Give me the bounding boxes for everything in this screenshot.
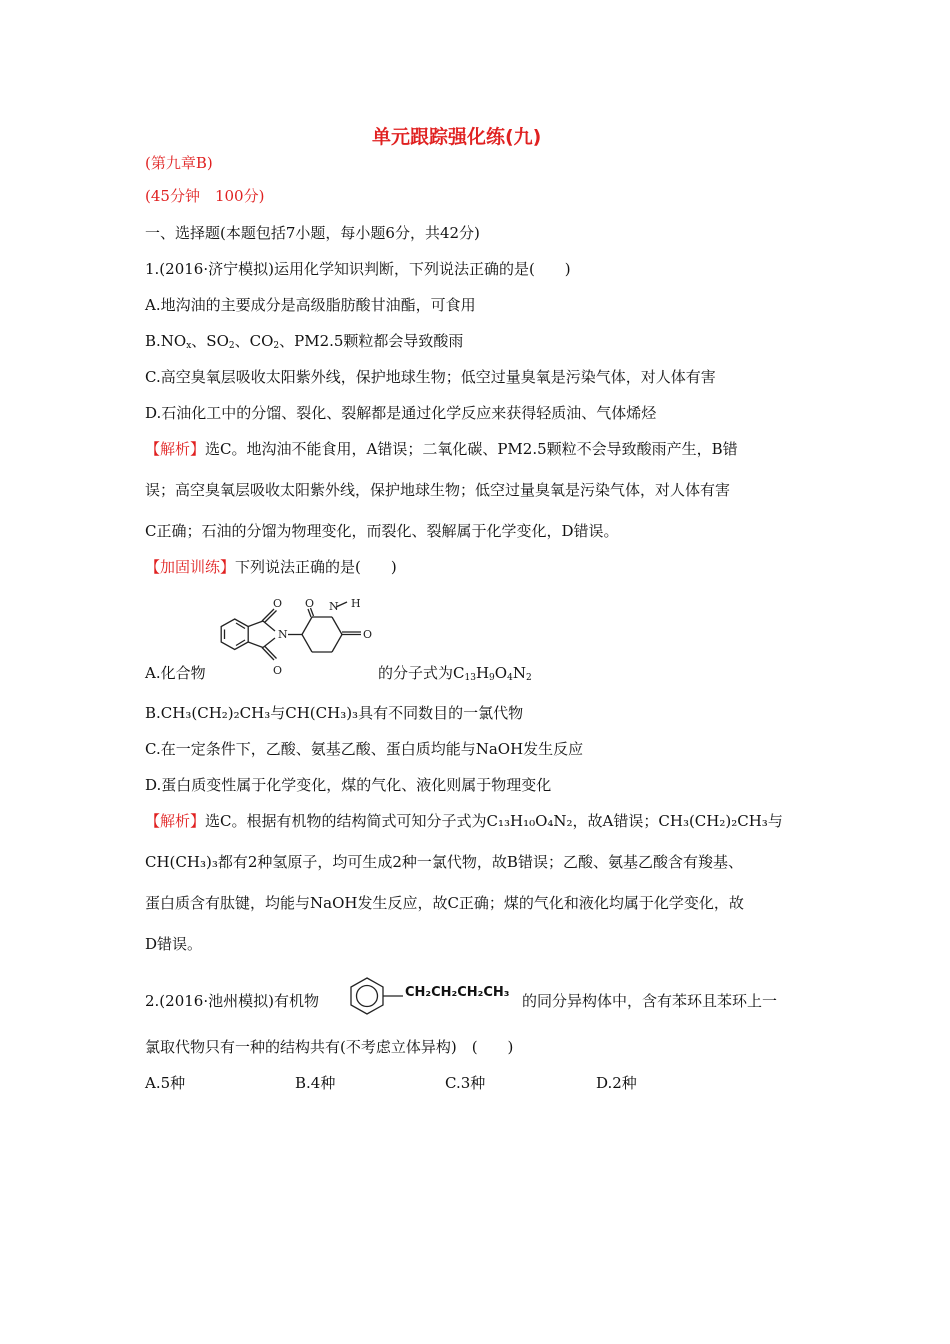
q1-option-d: D.石油化工中的分馏、裂化、裂解都是通过化学反应来获得轻质油、气体烯烃: [145, 404, 657, 422]
atom-o-amide2: O: [363, 628, 373, 641]
q1-option-b: $B.NO_x$、$SO_2$、$CO_2$、PM2.5颗粒都会导致酸雨: [145, 332, 464, 351]
atom-h: H: [351, 597, 361, 610]
q2-option-d: D.2种: [596, 1074, 637, 1092]
q1-option-a: A.地沟油的主要成分是高级脂肪酸甘油酯，可食用: [145, 296, 476, 314]
q1-option-c: C.高空臭氧层吸收太阳紫外线，保护地球生物；低空过量臭氧是污染气体，对人体有害: [145, 368, 716, 386]
atom-o-amide1: O: [305, 597, 315, 610]
extra-analysis-line2: CH(CH₃)₃都有2种氢原子，均可生成2种一氯代物，故B错误；乙酸、氨基乙酸含有羧基、: [145, 853, 743, 871]
q1-analysis-line1: 【解析】选C。地沟油不能食用，A错误；二氧化碳、PM2.5颗粒不会导致酸雨产生，B错: [145, 440, 738, 458]
q2-option-c: C.3种: [445, 1074, 486, 1092]
extra-analysis-line4: D错误。: [145, 935, 203, 953]
atom-o-bottom: O: [273, 664, 283, 677]
extra-option-a-label: A.化合物: [145, 664, 206, 682]
atom-n-amide: N: [329, 600, 339, 613]
q1-analysis-line2: 误；高空臭氧层吸收太阳紫外线，保护地球生物；低空过量臭氧是污染气体，对人体有害: [145, 481, 731, 499]
extra-analysis-line3: 蛋白质含有肽键，均能与NaOH发生反应，故C正确；煤的气化和液化均属于化学变化，故: [145, 894, 744, 912]
q2-stem-line2: 氯取代物只有一种的结构共有(不考虑立体异构) ( ): [145, 1038, 514, 1056]
extra-option-b: B.CH₃(CH₂)₂CH₃与CH(CH₃)₃具有不同数目的一氯代物: [145, 704, 524, 722]
atom-n-imide: N: [278, 628, 288, 641]
extra-option-c: C.在一定条件下，乙酸、氨基乙酸、蛋白质均能与NaOH发生反应: [145, 740, 584, 758]
thalidomide-structure: [205, 590, 385, 685]
benzene-ring-icon: [345, 972, 405, 1022]
q2-stem-suffix: 的同分异构体中，含有苯环且苯环上一: [522, 992, 778, 1010]
extra-stem: 【加固训练】下列说法正确的是( ): [145, 558, 397, 576]
q2-stem-prefix: 2.(2016·池州模拟)有机物: [145, 992, 319, 1010]
extra-tag: 【加固训练】: [145, 558, 236, 576]
q2-chain: CH₂CH₂CH₂CH₃: [405, 985, 510, 1000]
q2-option-a: A.5种: [145, 1074, 186, 1092]
extra-option-a-formula: 的分子式为$C_{13}H_9O_4N_2$: [378, 664, 532, 683]
chapter-label: (第九章B): [145, 154, 213, 172]
extra-option-d: D.蛋白质变性属于化学变化，煤的气化、液化则属于物理变化: [145, 776, 552, 794]
q1-analysis-line3: C正确；石油的分馏为物理变化，而裂化、裂解属于化学变化，D错误。: [145, 522, 619, 540]
extra-analysis-line1: 【解析】选C。根据有机物的结构简式可知分子式为C₁₃H₁₀O₄N₂，故A错误；CH₃(CH₂)₂CH₃与: [145, 812, 783, 830]
q2-option-b: B.4种: [295, 1074, 336, 1092]
analysis-tag-2: 【解析】: [145, 812, 206, 830]
atom-o-top: O: [273, 597, 283, 610]
analysis-tag: 【解析】: [145, 440, 206, 458]
section-heading: 一、选择题(本题包括7小题，每小题6分，共42分): [145, 224, 480, 242]
page-title: 单元跟踪强化练(九): [372, 126, 542, 148]
time-score-label: (45分钟 100分): [145, 187, 265, 205]
q1-stem: 1.(2016·济宁模拟)运用化学知识判断，下列说法正确的是( ): [145, 260, 571, 278]
